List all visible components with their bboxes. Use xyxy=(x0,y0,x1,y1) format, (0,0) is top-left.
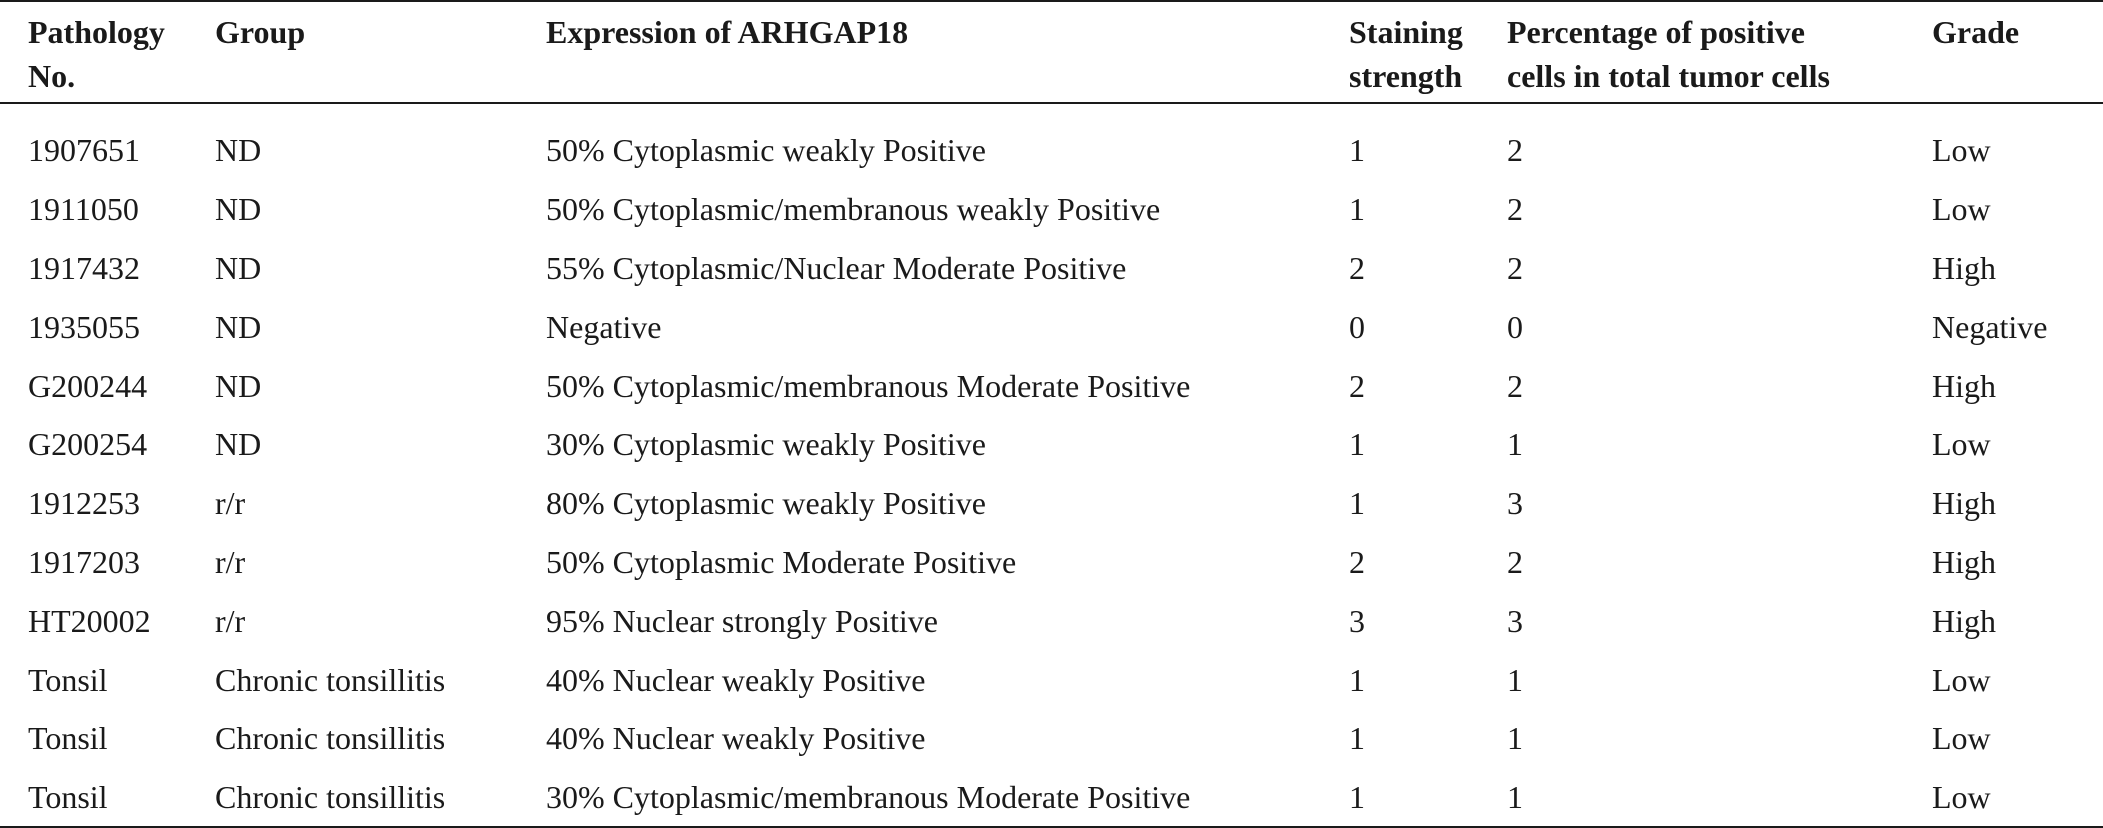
cell-expression: Negative xyxy=(546,308,662,345)
cell-group: ND xyxy=(215,426,262,463)
cell-staining-strength: 1 xyxy=(1349,191,1365,228)
cell-percentage-positive: 2 xyxy=(1507,543,1523,580)
cell-pathology-no: G200244 xyxy=(28,367,148,404)
cell-group: ND xyxy=(215,249,262,286)
header-staining-strength-line-1: Staining xyxy=(1349,14,1463,50)
cell-expression: 95% Nuclear strongly Positive xyxy=(546,602,938,639)
cell-expression: 50% Cytoplasmic weakly Positive xyxy=(546,132,986,169)
header-pathology-no-line-2: No. xyxy=(28,58,76,94)
cell-percentage-positive: 2 xyxy=(1507,367,1523,404)
table-row xyxy=(0,591,2103,650)
cell-expression: 50% Cytoplasmic/membranous weakly Positive xyxy=(546,191,1161,228)
cell-grade: Low xyxy=(1932,426,1991,463)
header-staining-strength-line-2: strength xyxy=(1349,58,1463,94)
cell-expression: 50% Cytoplasmic/membranous Moderate Positive xyxy=(546,367,1191,404)
header-grade-label: Grade xyxy=(1932,14,2020,50)
cell-staining-strength: 1 xyxy=(1349,426,1365,463)
table-header xyxy=(0,1,2103,103)
table-spacer-row xyxy=(0,103,2103,121)
cell-pathology-no: Tonsil xyxy=(28,778,108,815)
cell-staining-strength: 1 xyxy=(1349,132,1365,169)
cell-grade: Low xyxy=(1932,132,1991,169)
table-row xyxy=(0,650,2103,709)
cell-group: ND xyxy=(215,308,262,345)
cell-expression: 30% Cytoplasmic weakly Positive xyxy=(546,426,986,463)
cell-staining-strength: 1 xyxy=(1349,778,1365,815)
cell-pathology-no: HT20002 xyxy=(28,602,151,639)
table-row xyxy=(0,356,2103,415)
header-percentage-positive xyxy=(1493,1,1919,103)
cell-pathology-no: 1911050 xyxy=(28,191,139,228)
cell-grade: High xyxy=(1932,249,1996,286)
cell-grade: High xyxy=(1932,602,1996,639)
table-row xyxy=(0,121,2103,180)
cell-pathology-no: 1917432 xyxy=(28,249,140,286)
table-row xyxy=(0,239,2103,298)
cell-percentage-positive: 1 xyxy=(1507,778,1523,815)
cell-group: r/r xyxy=(215,602,246,639)
cell-group: Chronic tonsillitis xyxy=(215,720,446,757)
cell-staining-strength: 2 xyxy=(1349,367,1365,404)
cell-percentage-positive: 2 xyxy=(1507,132,1523,169)
cell-group: ND xyxy=(215,132,262,169)
cell-pathology-no: G200254 xyxy=(28,426,148,463)
cell-staining-strength: 1 xyxy=(1349,485,1365,522)
cell-group: Chronic tonsillitis xyxy=(215,661,446,698)
cell-staining-strength: 0 xyxy=(1349,308,1365,345)
table-row xyxy=(0,533,2103,592)
cell-grade: Low xyxy=(1932,720,1991,757)
cell-expression: 55% Cytoplasmic/Nuclear Moderate Positive xyxy=(546,249,1127,286)
cell-percentage-positive: 0 xyxy=(1507,308,1523,345)
header-grade xyxy=(1919,1,2103,103)
cell-expression: 40% Nuclear weakly Positive xyxy=(546,661,926,698)
table-body xyxy=(0,103,2103,827)
header-staining-strength xyxy=(1317,1,1493,103)
cell-expression: 80% Cytoplasmic weakly Positive xyxy=(546,485,986,522)
cell-grade: Negative xyxy=(1932,308,2048,345)
table-row xyxy=(0,297,2103,356)
cell-staining-strength: 2 xyxy=(1349,249,1365,286)
cell-grade: Low xyxy=(1932,778,1991,815)
cell-staining-strength: 3 xyxy=(1349,602,1365,639)
header-pathology-no xyxy=(0,1,201,103)
cell-expression: 50% Cytoplasmic Moderate Positive xyxy=(546,543,1017,580)
cell-percentage-positive: 3 xyxy=(1507,485,1523,522)
cell-staining-strength: 1 xyxy=(1349,720,1365,757)
header-row xyxy=(0,1,2103,103)
cell-grade: High xyxy=(1932,543,1996,580)
cell-percentage-positive: 2 xyxy=(1507,191,1523,228)
cell-percentage-positive: 1 xyxy=(1507,661,1523,698)
cell-group: ND xyxy=(215,367,262,404)
cell-grade: Low xyxy=(1932,661,1991,698)
cell-pathology-no: Tonsil xyxy=(28,661,108,698)
cell-percentage-positive: 1 xyxy=(1507,426,1523,463)
table-row xyxy=(0,474,2103,533)
header-group xyxy=(201,1,517,103)
table-row xyxy=(0,709,2103,768)
header-expression xyxy=(517,1,1317,103)
cell-pathology-no: 1912253 xyxy=(28,485,140,522)
cell-pathology-no: Tonsil xyxy=(28,720,108,757)
cell-expression: 40% Nuclear weakly Positive xyxy=(546,720,926,757)
cell-group: Chronic tonsillitis xyxy=(215,778,446,815)
cell-group: r/r xyxy=(215,543,246,580)
cell-staining-strength: 1 xyxy=(1349,661,1365,698)
cell-group: ND xyxy=(215,191,262,228)
header-percentage-positive-line-1: Percentage of positive xyxy=(1507,14,1805,50)
header-group-label: Group xyxy=(215,14,306,50)
cell-percentage-positive: 3 xyxy=(1507,602,1523,639)
cell-percentage-positive: 1 xyxy=(1507,720,1523,757)
table-row xyxy=(0,415,2103,474)
cell-grade: High xyxy=(1932,367,1996,404)
cell-grade: Low xyxy=(1932,191,1991,228)
table-spacer-cell xyxy=(0,103,2103,121)
cell-group: r/r xyxy=(215,485,246,522)
cell-staining-strength: 2 xyxy=(1349,543,1365,580)
cell-percentage-positive: 2 xyxy=(1507,249,1523,286)
cell-grade: High xyxy=(1932,485,1996,522)
header-percentage-positive-line-2: cells in total tumor cells xyxy=(1507,58,1830,94)
table-row xyxy=(0,768,2103,827)
header-pathology-no-line-1: Pathology xyxy=(28,14,165,50)
header-expression-label: Expression of ARHGAP18 xyxy=(546,14,909,50)
cell-pathology-no: 1917203 xyxy=(28,543,140,580)
cell-pathology-no: 1907651 xyxy=(28,132,140,169)
cell-pathology-no: 1935055 xyxy=(28,308,140,345)
cell-expression: 30% Cytoplasmic/membranous Moderate Positive xyxy=(546,778,1191,815)
table-row xyxy=(0,180,2103,239)
